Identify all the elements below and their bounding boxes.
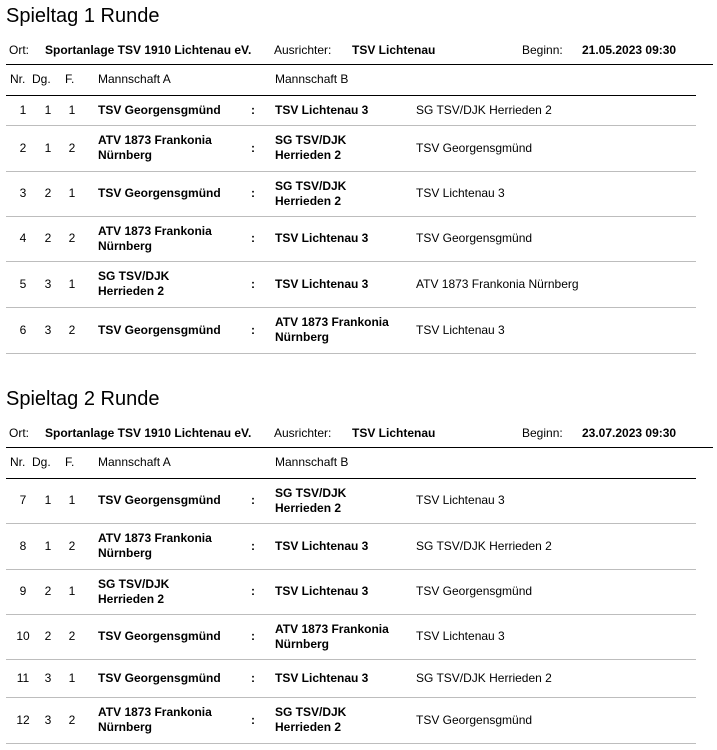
matchday-section: [0, 0, 717, 360]
referee-team: TSV Georgensgmünd: [416, 231, 533, 245]
match-number: 5: [19, 276, 27, 291]
score-separator: :: [251, 584, 255, 598]
table-header: [0, 70, 717, 88]
round-number: 1: [44, 493, 52, 507]
team-b-line: Herrieden 2: [275, 193, 342, 208]
col-header-team-b: Mannschaft B: [275, 455, 349, 469]
field-number: 1: [68, 276, 76, 291]
team-b: [275, 277, 368, 292]
table-header: [0, 453, 717, 471]
matchday-title: Spieltag 2 Runde: [6, 388, 160, 410]
col-header-dg: Dg.: [32, 455, 51, 469]
ausrichter-label: Ausrichter:: [274, 43, 332, 57]
team-b-line: SG TSV/DJK: [275, 178, 347, 193]
team-b: [275, 315, 389, 345]
col-header-team-a: Mannschaft A: [98, 455, 171, 469]
team-a-line: TSV Georgensgmünd: [98, 629, 221, 643]
team-b-line: ATV 1873 Frankonia: [275, 315, 389, 329]
field-number: 2: [68, 712, 76, 727]
info-divider: [6, 447, 713, 448]
match-number: 8: [19, 538, 27, 553]
col-header-nr: Nr.: [10, 72, 26, 86]
ausrichter-value: TSV Lichtenau: [352, 426, 436, 440]
score-separator: :: [251, 712, 255, 727]
team-a: [98, 629, 221, 644]
matchday-section: [0, 383, 717, 743]
referee-team: TSV Georgensgmünd: [416, 140, 533, 155]
info-divider: [6, 64, 713, 65]
beginn-label: Beginn:: [522, 426, 563, 440]
match-number: 3: [19, 186, 27, 200]
referee-team: TSV Lichtenau 3: [416, 493, 505, 507]
match-row: [0, 569, 717, 614]
match-row: [0, 478, 717, 523]
team-a: [98, 577, 169, 607]
col-header-team-b: Mannschaft B: [275, 72, 349, 86]
round-number: 2: [44, 629, 52, 643]
team-b: [275, 486, 346, 516]
ort-label: Ort:: [9, 43, 29, 57]
field-number: 1: [68, 584, 76, 598]
round-number: 1: [44, 102, 52, 117]
score-separator: :: [251, 670, 255, 685]
team-a-line: ATV 1873 Frankonia: [98, 133, 212, 147]
round-number: 2: [44, 231, 52, 245]
team-b: [275, 671, 368, 686]
team-b-line: Nürnberg: [275, 636, 329, 651]
referee-team: SG TSV/DJK Herrieden 2: [416, 538, 552, 553]
match-row: [0, 307, 717, 353]
ort-value: Sportanlage TSV 1910 Lichtenau eV.: [45, 426, 252, 440]
match-row: [0, 659, 717, 697]
field-number: 2: [68, 538, 76, 553]
match-row: [0, 523, 717, 569]
ausrichter-value: TSV Lichtenau: [352, 43, 436, 57]
ausrichter-label: Ausrichter:: [274, 426, 332, 440]
score-separator: :: [251, 186, 255, 200]
team-a-line: Nürnberg: [98, 546, 152, 560]
team-b-line: Nürnberg: [275, 330, 329, 344]
referee-team: TSV Lichtenau 3: [416, 186, 505, 200]
field-number: 1: [68, 186, 76, 200]
round-number: 1: [44, 538, 52, 553]
team-b-line: SG TSV/DJK: [275, 485, 347, 500]
referee-team: SG TSV/DJK Herrieden 2: [416, 102, 552, 117]
team-b-line: Herrieden 2: [275, 720, 342, 734]
beginn-value: 23.07.2023 09:30: [582, 426, 677, 440]
team-a-line: Nürnberg: [98, 148, 152, 162]
team-a-line: SG TSV/DJK: [98, 576, 170, 591]
team-a-line: Herrieden 2: [98, 591, 165, 606]
team-a-line: Nürnberg: [98, 720, 152, 734]
match-row: [0, 95, 717, 125]
team-b: [275, 231, 368, 246]
score-separator: :: [251, 538, 255, 553]
round-number: 3: [44, 276, 52, 291]
ort-value: Sportanlage TSV 1910 Lichtenau eV.: [45, 43, 252, 57]
col-header-team-a: Mannschaft A: [98, 72, 171, 86]
field-number: 1: [68, 670, 76, 685]
team-a: [98, 133, 212, 163]
match-number: 10: [16, 629, 30, 643]
team-a-line: TSV Georgensgmünd: [98, 493, 221, 507]
row-divider: [6, 743, 696, 744]
team-a-line: Herrieden 2: [98, 284, 165, 298]
match-number: 7: [19, 493, 27, 507]
referee-team: ATV 1873 Frankonia Nürnberg: [416, 276, 579, 291]
team-b-line: ATV 1873 Frankonia: [275, 621, 389, 636]
team-a: [98, 323, 221, 338]
team-a: [98, 269, 169, 299]
team-b-line: TSV Lichtenau 3: [275, 584, 369, 598]
row-divider: [6, 353, 696, 354]
beginn-label: Beginn:: [522, 43, 563, 57]
team-b: [275, 103, 368, 118]
referee-team: TSV Georgensgmünd: [416, 712, 533, 727]
field-number: 1: [68, 493, 76, 507]
score-separator: :: [251, 140, 255, 155]
match-row: [0, 125, 717, 171]
team-b-line: TSV Lichtenau 3: [275, 276, 369, 291]
match-number: 6: [19, 322, 27, 337]
team-a: [98, 705, 212, 735]
team-a-line: ATV 1873 Frankonia: [98, 223, 212, 238]
match-row: [0, 216, 717, 261]
col-header-nr: Nr.: [10, 455, 26, 469]
round-number: 3: [44, 712, 52, 727]
team-b-line: SG TSV/DJK: [275, 133, 347, 147]
score-separator: :: [251, 102, 255, 117]
referee-team: TSV Lichtenau 3: [416, 322, 505, 337]
referee-team: SG TSV/DJK Herrieden 2: [416, 670, 552, 685]
team-a: [98, 224, 212, 254]
team-a-line: TSV Georgensgmünd: [98, 322, 221, 337]
team-b: [275, 133, 346, 163]
team-b-line: Herrieden 2: [275, 148, 342, 162]
team-a-line: TSV Georgensgmünd: [98, 186, 221, 200]
match-row: [0, 614, 717, 659]
matchday-info-bar: [0, 40, 717, 60]
match-row: [0, 171, 717, 216]
team-b: [275, 705, 346, 735]
team-a-line: ATV 1873 Frankonia: [98, 531, 212, 545]
field-number: 2: [68, 322, 76, 337]
round-number: 1: [44, 140, 52, 155]
team-b: [275, 179, 346, 209]
field-number: 2: [68, 231, 76, 245]
matchday-title: Spieltag 1 Runde: [6, 5, 160, 27]
match-number: 12: [16, 712, 30, 727]
team-a: [98, 671, 221, 686]
round-number: 3: [44, 670, 52, 685]
team-a-line: SG TSV/DJK: [98, 269, 170, 283]
match-number: 11: [16, 670, 30, 685]
referee-team: TSV Georgensgmünd: [416, 584, 533, 598]
match-row: [0, 261, 717, 307]
col-header-dg: Dg.: [32, 72, 51, 86]
team-a: [98, 186, 221, 201]
field-number: 2: [68, 629, 76, 643]
score-separator: :: [251, 629, 255, 643]
round-number: 3: [44, 322, 52, 337]
col-header-f: F.: [65, 455, 75, 469]
team-a-line: ATV 1873 Frankonia: [98, 705, 212, 719]
score-separator: :: [251, 231, 255, 245]
team-b-line: TSV Lichtenau 3: [275, 102, 369, 117]
team-b-line: Herrieden 2: [275, 500, 342, 515]
match-number: 9: [19, 584, 27, 598]
team-b-line: TSV Lichtenau 3: [275, 670, 369, 685]
team-b: [275, 539, 368, 554]
team-a-line: TSV Georgensgmünd: [98, 670, 221, 685]
match-number: 1: [19, 102, 27, 117]
col-header-f: F.: [65, 72, 75, 86]
referee-team: TSV Lichtenau 3: [416, 629, 505, 643]
match-number: 4: [19, 231, 27, 245]
team-a: [98, 103, 221, 118]
team-b: [275, 622, 389, 652]
team-a-line: Nürnberg: [98, 238, 152, 253]
team-b-line: TSV Lichtenau 3: [275, 231, 369, 245]
team-b-line: SG TSV/DJK: [275, 705, 347, 719]
match-row: [0, 697, 717, 743]
team-b-line: TSV Lichtenau 3: [275, 538, 369, 553]
score-separator: :: [251, 493, 255, 507]
team-b: [275, 584, 368, 599]
score-separator: :: [251, 322, 255, 337]
matchday-info-bar: [0, 423, 717, 443]
ort-label: Ort:: [9, 426, 29, 440]
team-a: [98, 531, 212, 561]
team-a: [98, 493, 221, 508]
score-separator: :: [251, 276, 255, 291]
team-a-line: TSV Georgensgmünd: [98, 102, 221, 117]
match-number: 2: [19, 140, 27, 155]
field-number: 1: [68, 102, 76, 117]
round-number: 2: [44, 584, 52, 598]
round-number: 2: [44, 186, 52, 200]
beginn-value: 21.05.2023 09:30: [582, 43, 677, 57]
field-number: 2: [68, 140, 76, 155]
